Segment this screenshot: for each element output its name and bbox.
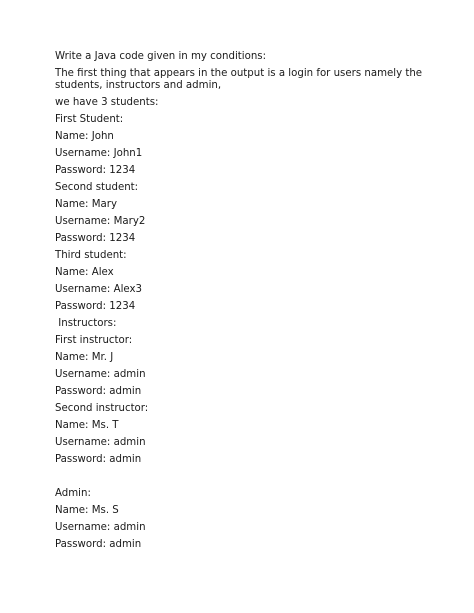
admin-username: Username: admin — [55, 522, 146, 534]
heading-second-student: Second student: — [55, 182, 139, 194]
heading-second-instructor: Second instructor: — [55, 403, 149, 415]
paragraph-login-description: The first thing that appears in the output is a login for users namely the students, instructors and admin, — [55, 68, 426, 92]
first-instructor-name: Name: Mr. J — [55, 352, 114, 364]
admin-name: Name: Ms. S — [55, 505, 119, 517]
paragraph-intro: Write a Java code given in my conditions: — [55, 51, 267, 62]
first-student-username: Username: John1 — [55, 148, 143, 160]
heading-third-student: Third student: — [55, 250, 127, 262]
second-instructor-password: Password: admin — [55, 454, 142, 466]
second-instructor-username: Username: admin — [55, 437, 146, 449]
third-student-username: Username: Alex3 — [55, 284, 143, 296]
first-student-name: Name: John — [55, 131, 114, 143]
admin-password: Password: admin — [55, 539, 142, 551]
second-student-username: Username: Mary2 — [55, 216, 146, 228]
first-instructor-password: Password: admin — [55, 386, 142, 398]
first-instructor-username: Username: admin — [55, 369, 146, 381]
blank-line — [55, 471, 425, 488]
third-student-name: Name: Alex — [55, 267, 114, 279]
heading-first-instructor: First instructor: — [55, 335, 133, 347]
paragraph-students-count: we have 3 students: — [55, 97, 159, 109]
heading-admin: Admin: — [55, 488, 91, 500]
heading-first-student: First Student: — [55, 114, 124, 126]
third-student-password: Password: 1234 — [55, 301, 136, 313]
first-student-password: Password: 1234 — [55, 165, 136, 177]
second-instructor-name: Name: Ms. T — [55, 420, 119, 432]
second-student-password: Password: 1234 — [55, 233, 136, 245]
second-student-name: Name: Mary — [55, 199, 117, 211]
heading-instructors: Instructors: — [55, 318, 117, 330]
document-body — [55, 51, 425, 556]
